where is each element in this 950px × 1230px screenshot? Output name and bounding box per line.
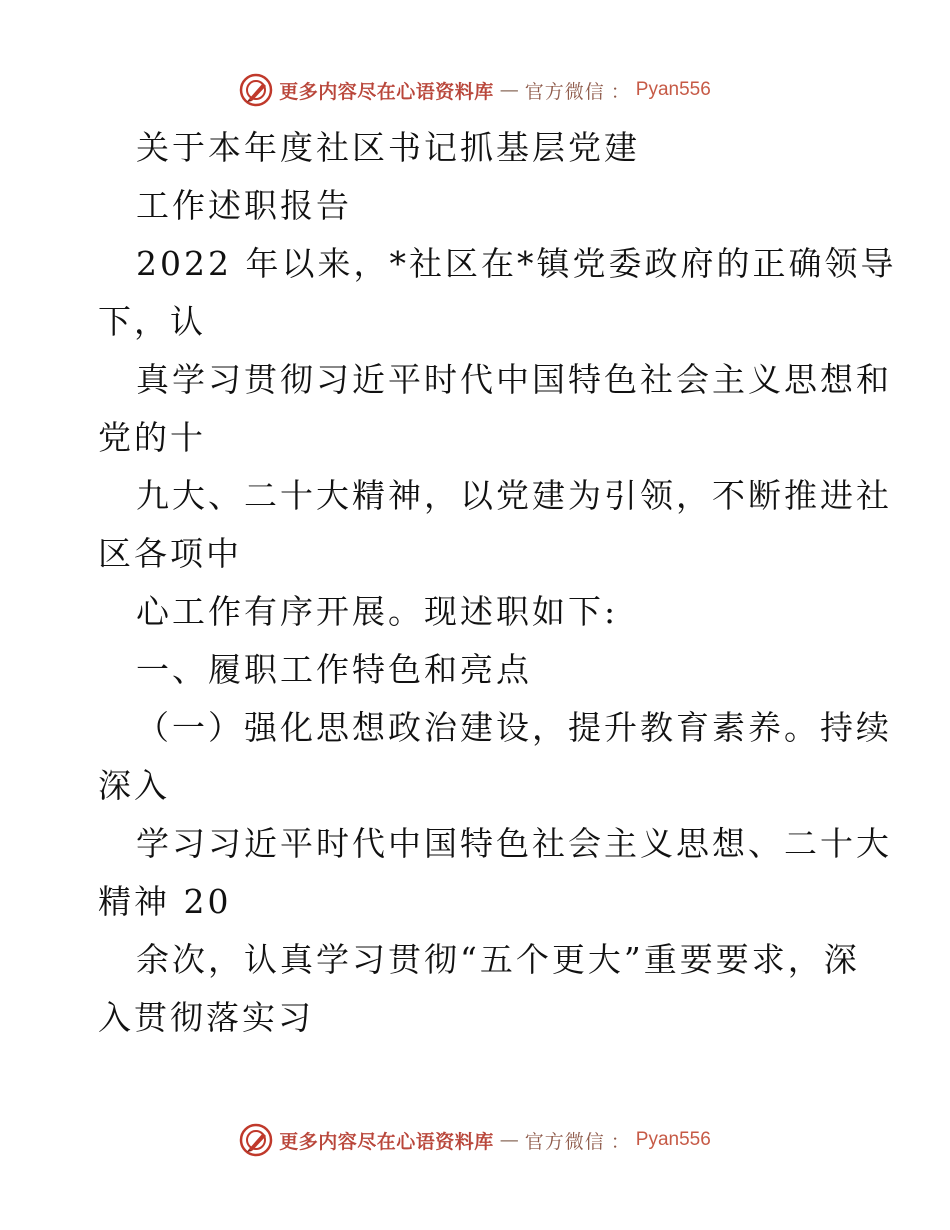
doc-paragraph-line: 党的十: [98, 418, 206, 457]
doc-paragraph-line: 真学习贯彻习近平时代中国特色社会主义思想和: [136, 360, 892, 399]
doc-paragraph-line: 学习习近平时代中国特色社会主义思想、二十大: [136, 824, 892, 863]
doc-paragraph-line: 深入: [98, 766, 170, 805]
watermark-brand: 更多内容尽在心语资料库: [279, 80, 494, 103]
pen-logo-icon: [239, 73, 273, 107]
watermark-banner-bottom: [0, 1120, 950, 1160]
doc-paragraph-line: 余次，认真学习贯彻“五个更大”重要要求，深: [136, 940, 860, 979]
watermark-wechat-id: Pyan556: [635, 79, 711, 100]
doc-subsection-line: （一）强化思想政治建设，提升教育素养。持续: [136, 708, 892, 747]
watermark-banner-top: [0, 70, 950, 110]
doc-paragraph-line: 入贯彻落实习: [98, 998, 314, 1037]
doc-title-line-1: 关于本年度社区书记抓基层党建: [136, 128, 640, 167]
watermark-separator: ：: [610, 80, 630, 103]
watermark-separator: ：: [610, 1130, 630, 1153]
doc-paragraph-line: 心工作有序开展。现述职如下:: [136, 592, 619, 631]
watermark-dash: —: [499, 79, 519, 101]
doc-paragraph-line: 下，认: [98, 302, 206, 341]
doc-paragraph-line: 2022 年以来，*社区在*镇党委政府的正确领导: [136, 244, 897, 283]
doc-paragraph-line: 区各项中: [98, 534, 242, 573]
doc-paragraph-line: 九大、二十大精神，以党建为引领，不断推进社: [136, 476, 892, 515]
watermark-dash: —: [499, 1129, 519, 1151]
doc-paragraph-line: 精神 20: [98, 882, 232, 921]
doc-section-heading: 一、履职工作特色和亮点: [136, 650, 532, 689]
doc-title-line-2: 工作述职报告: [136, 186, 352, 225]
watermark-wechat-id: Pyan556: [635, 1129, 711, 1150]
watermark-wechat-label: 官方微信: [524, 80, 605, 103]
watermark-wechat-label: 官方微信: [524, 1130, 605, 1153]
watermark-brand: 更多内容尽在心语资料库: [279, 1130, 494, 1153]
pen-logo-icon: [239, 1123, 273, 1157]
